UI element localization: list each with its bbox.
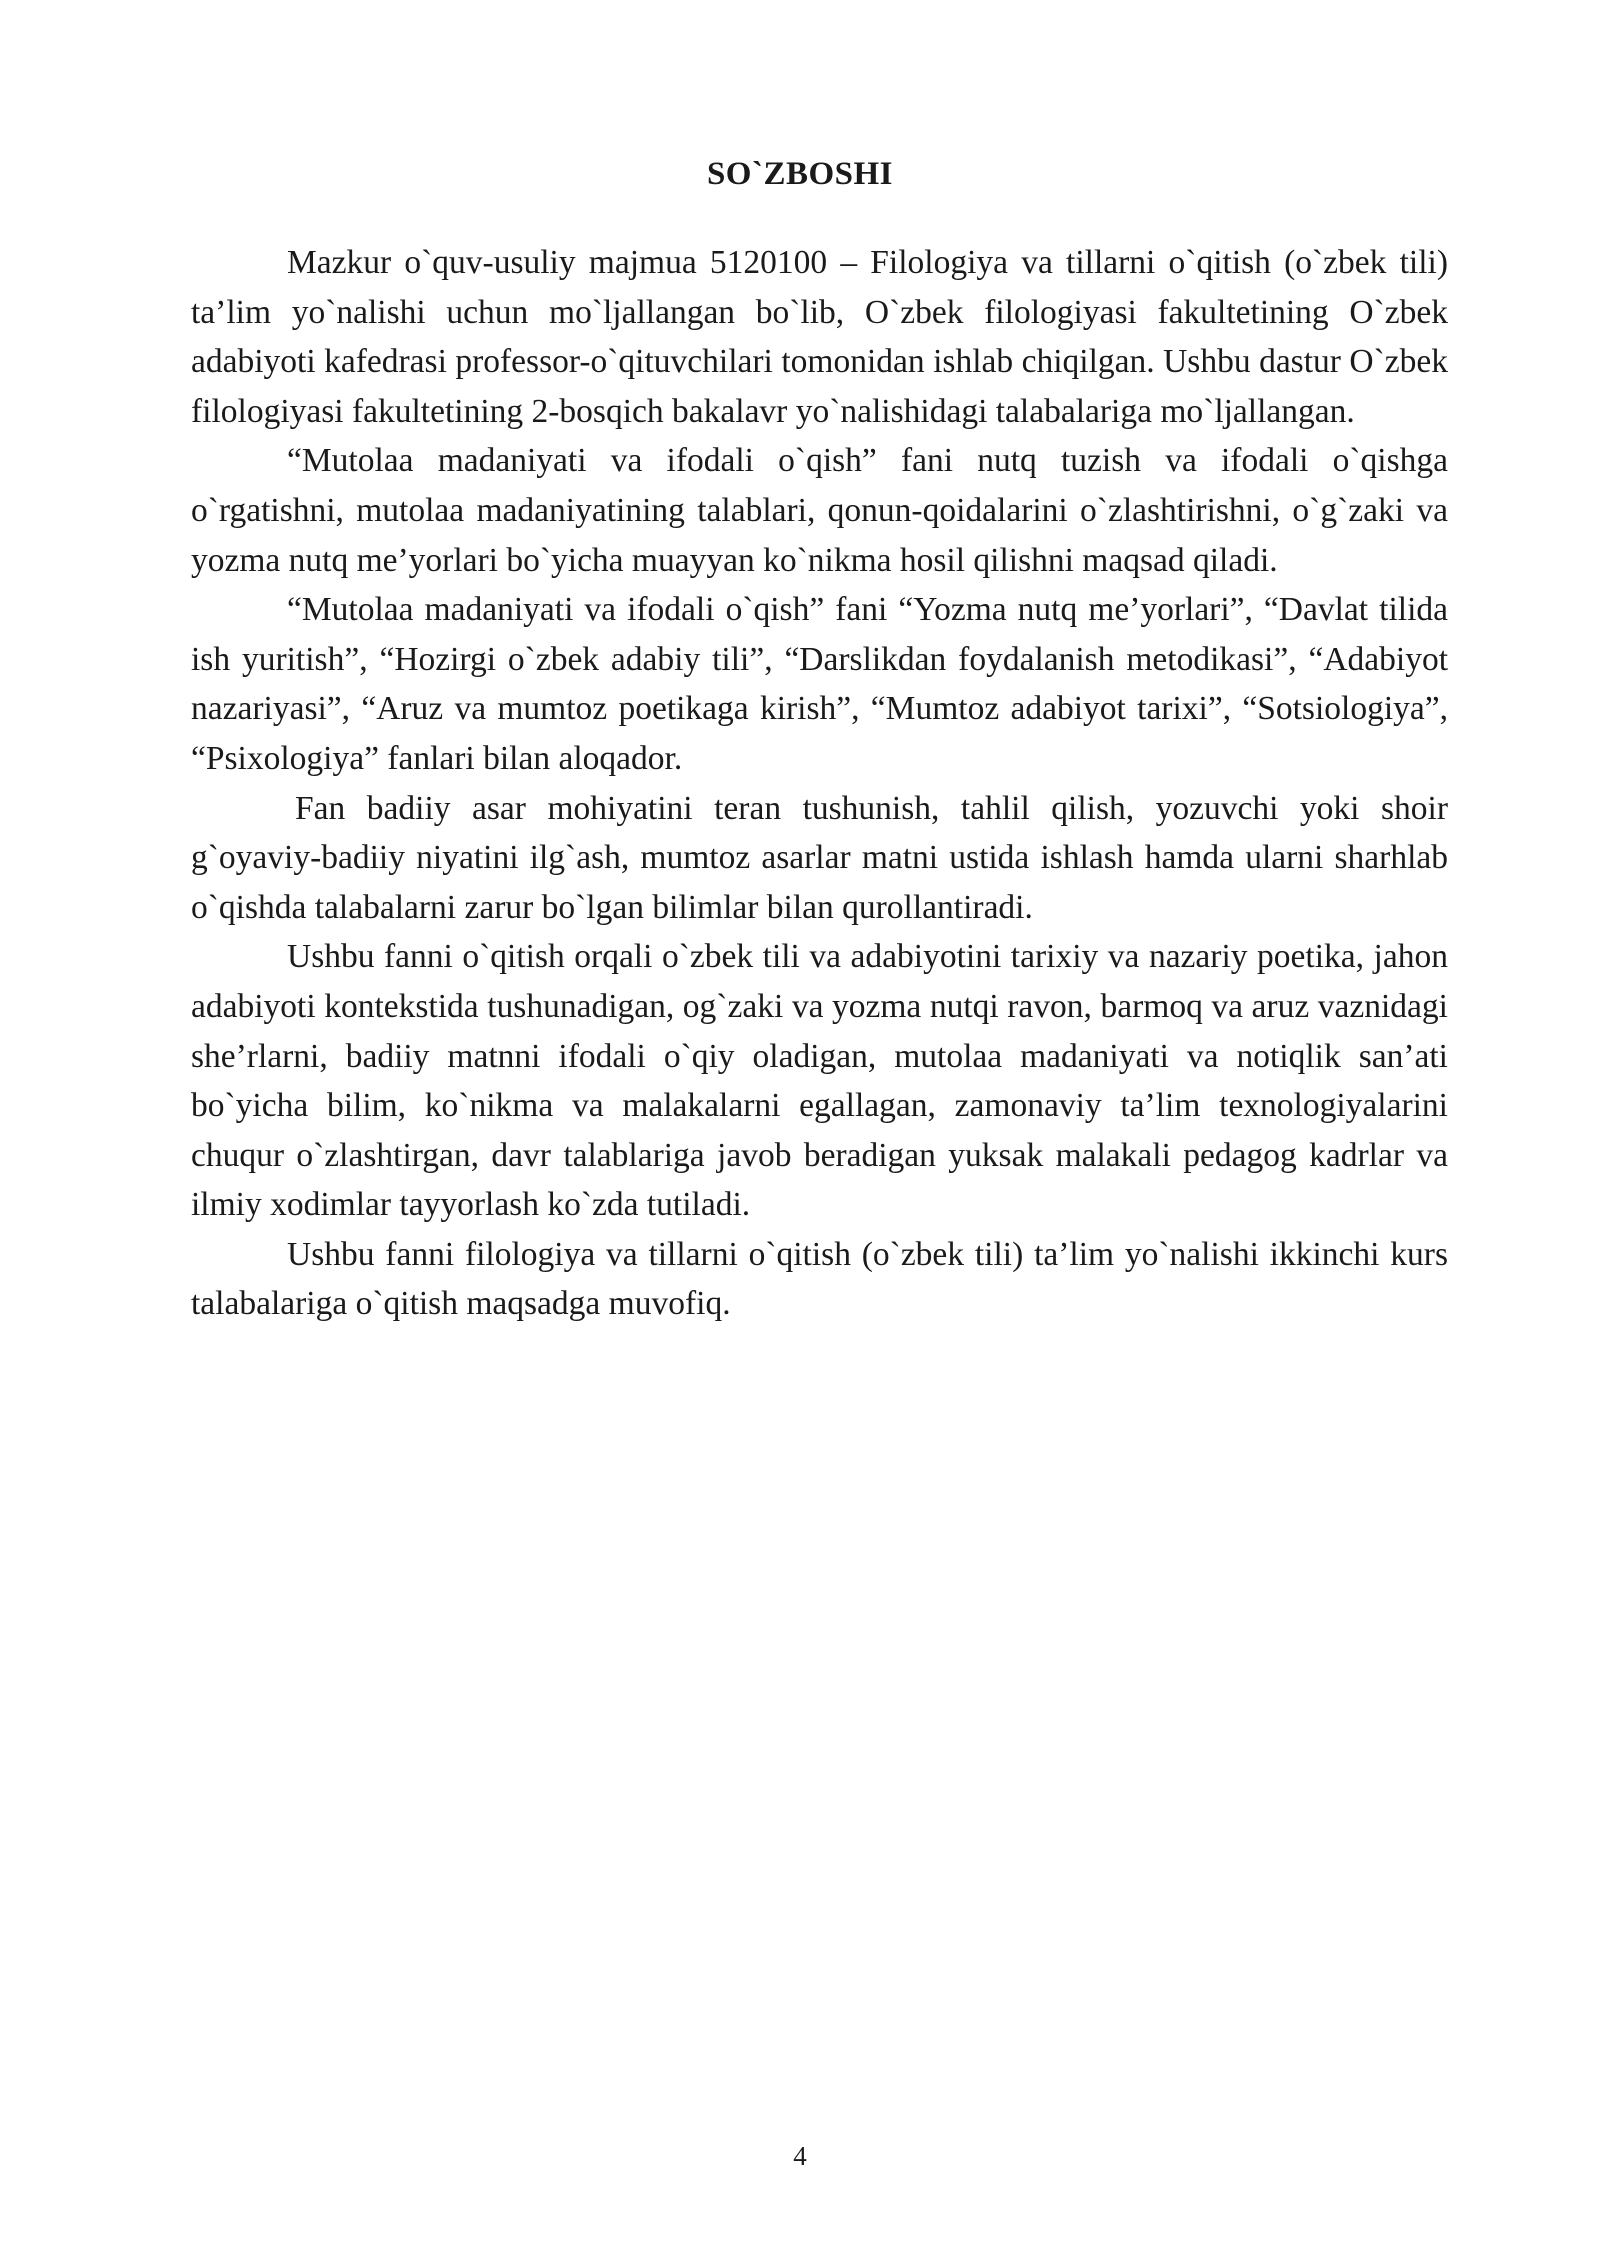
page-number: 4 [793, 2141, 807, 2171]
paragraph-teaching-outcome: Ushbu fanni o`qitish orqali o`zbek tili va adabiyotini tarixiy va nazariy poetika, jahon adabiyoti kontekstida tushunadigan, og`zaki va yozma nutqi ravon, barmoq va aruz vaznidagi she’rlarni, badiiy matnni ifodali o`qiy oladigan, mutolaa madaniyati va notiqlik san’ati bo`yicha bilim, ko`nikma va malakalarni egallagan, zamonaviy ta’lim texnologiyalarini chuqur o`zlashtirgan, davr talablariga javob beradigan yuksak malakali pedagog kadrlar va ilmiy xodimlar tayyorlash ko`zda tutiladi. [191, 938, 1448, 1224]
paragraph-subject-goal: “Mutolaa madaniyati va ifodali o`qish” fani nutq tuzish va ifodali o`qishga o`rgatishni, mutolaa madaniyatining talablari, qonun-qoidalarini o`zlashtirishni, o`g`zaki va yozma nutq me’yorlari bo`yicha muayyan ko`nikma hosil qilishni maqsad qiladi. [191, 442, 1448, 579]
paragraph-recommendation: Ushbu fanni filologiya va tillarni o`qitish (o`zbek tili) ta’lim yo`nalishi ikkinchi kurs talabalariga o`qitish maqsadga muvofiq. [191, 1235, 1448, 1323]
paragraph-related-subjects: “Mutolaa madaniyati va ifodali o`qish” fani “Yozma nutq me’yorlari”, “Davlat tilida ish yuritish”, “Hozirgi o`zbek adabiy tili”, “Darslikdan foydalanish metodikasi”, “Adabiyot nazariyasi”, “Aruz va mumtoz poetikaga kirish”, “Mumtoz adabiyot tarixi”, “Sotsiologiya”, “Psixologiya” fanlari bilan aloqador. [191, 591, 1448, 777]
paragraph-subject-content: Fan badiiy asar mohiyatini teran tushunish, tahlil qilish, yozuvchi yoki shoir g`oyaviy-badiiy niyatini ilg`ash, mumtoz asarlar matni ustida ishlash hamda ularni sharhlab o`qishda talabalarni zarur bo`lgan bilimlar bilan qurollantiradi. [191, 789, 1448, 926]
paragraph-intro: Mazkur o`quv-usuliy majmua 5120100 – Filologiya va tillarni o`qitish (o`zbek tili) ta’lim yo`nalishi uchun mo`ljallangan bo`lib, O`zbek filologiyasi fakultetining O`zbek adabiyoti kafedrasi professor-o`qituvchilari tomonidan ishlab chiqilgan. Ushbu dastur O`zbek filologiyasi fakultetining 2-bosqich bakalavr yo`nalishidagi talabalariga mo`ljallangan. [191, 244, 1448, 430]
body-text [191, 238, 1448, 1329]
page-title: SO`ZBOSHI [706, 156, 894, 192]
